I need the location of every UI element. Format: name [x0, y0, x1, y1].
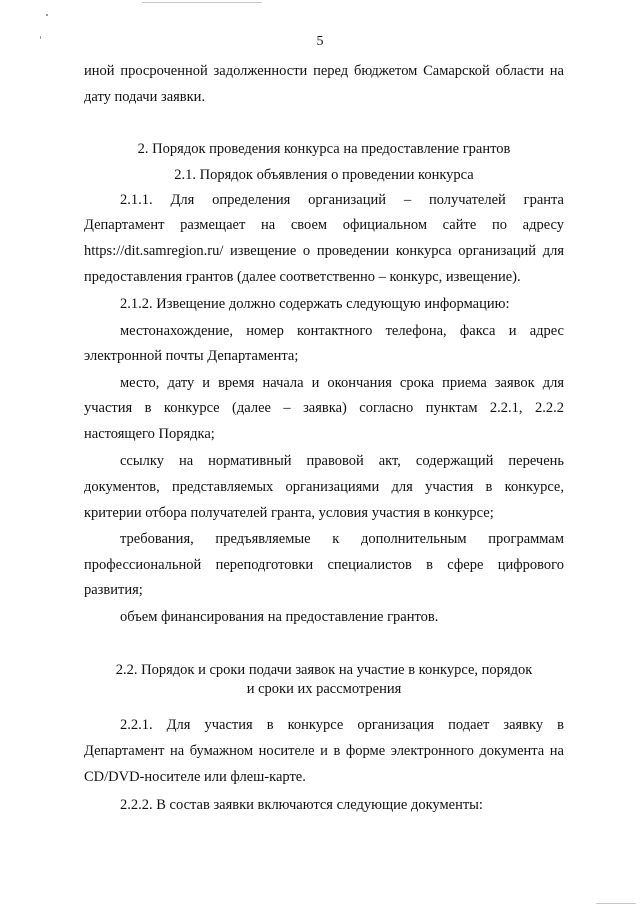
scan-artifact: [46, 14, 48, 16]
page-number: 5: [316, 34, 324, 49]
paragraph-line: Департамент размещает на своем официальном сайте по адресу: [84, 217, 564, 233]
list-item-line: развития;: [84, 582, 143, 598]
paragraph-line: Департамент на бумажном носителе и в форме электронного документа на: [84, 743, 564, 759]
paragraph-line: 2.2.2. В состав заявки включаются следующие документы:: [120, 797, 483, 813]
paragraph-line: 2.1.1. Для определения организаций – получателей гранта: [120, 192, 564, 208]
paragraph-line: иной просроченной задолженности перед бюджетом Самарской области на: [84, 63, 564, 79]
scan-artifact: [596, 903, 636, 904]
subsection-title: и сроки их рассмотрения: [246, 681, 402, 697]
paragraph-line: https://dit.samregion.ru/ извещение о проведении конкурса организаций для: [84, 243, 564, 259]
paragraph-line: предоставления грантов (далее соответственно – конкурс, извещение).: [84, 269, 521, 285]
list-item-line: требования, предъявляемые к дополнительным программам: [120, 531, 564, 547]
paragraph-line: 2.1.2. Извещение должно содержать следующую информацию:: [120, 296, 510, 312]
list-item-line: объем финансирования на предоставление грантов.: [120, 609, 439, 625]
paragraph-line: 2.2.1. Для участия в конкурсе организация подает заявку в: [120, 717, 564, 733]
list-item-line: профессиональной переподготовки специалистов в сфере цифрового: [84, 557, 564, 573]
list-item-line: настоящего Порядка;: [84, 426, 215, 442]
list-item-line: электронной почты Департамента;: [84, 348, 299, 364]
paragraph-line: CD/DVD-носителе или флеш-карте.: [84, 769, 306, 785]
subsection-title: 2.1. Порядок объявления о проведении конкурса: [174, 167, 474, 183]
list-item-line: местонахождение, номер контактного телефона, факса и адрес: [120, 323, 564, 339]
subsection-title: 2.2. Порядок и сроки подачи заявок на участие в конкурсе, порядок: [115, 662, 533, 678]
paragraph-line: дату подачи заявки.: [84, 89, 206, 105]
scan-artifact: [142, 2, 262, 3]
section-title: 2. Порядок проведения конкурса на предоставление грантов: [137, 141, 511, 157]
list-item-line: критерии отбора получателей гранта, условия участия в конкурсе;: [84, 505, 494, 521]
list-item-line: место, дату и время начала и окончания срока приема заявок для: [120, 375, 564, 391]
list-item-line: документов, представляемых организациями для участия в конкурсе,: [84, 479, 564, 495]
list-item-line: участия в конкурсе (далее – заявка) согласно пунктам 2.2.1, 2.2.2: [84, 400, 564, 416]
list-item-line: ссылку на нормативный правовой акт, содержащий перечень: [120, 453, 564, 469]
